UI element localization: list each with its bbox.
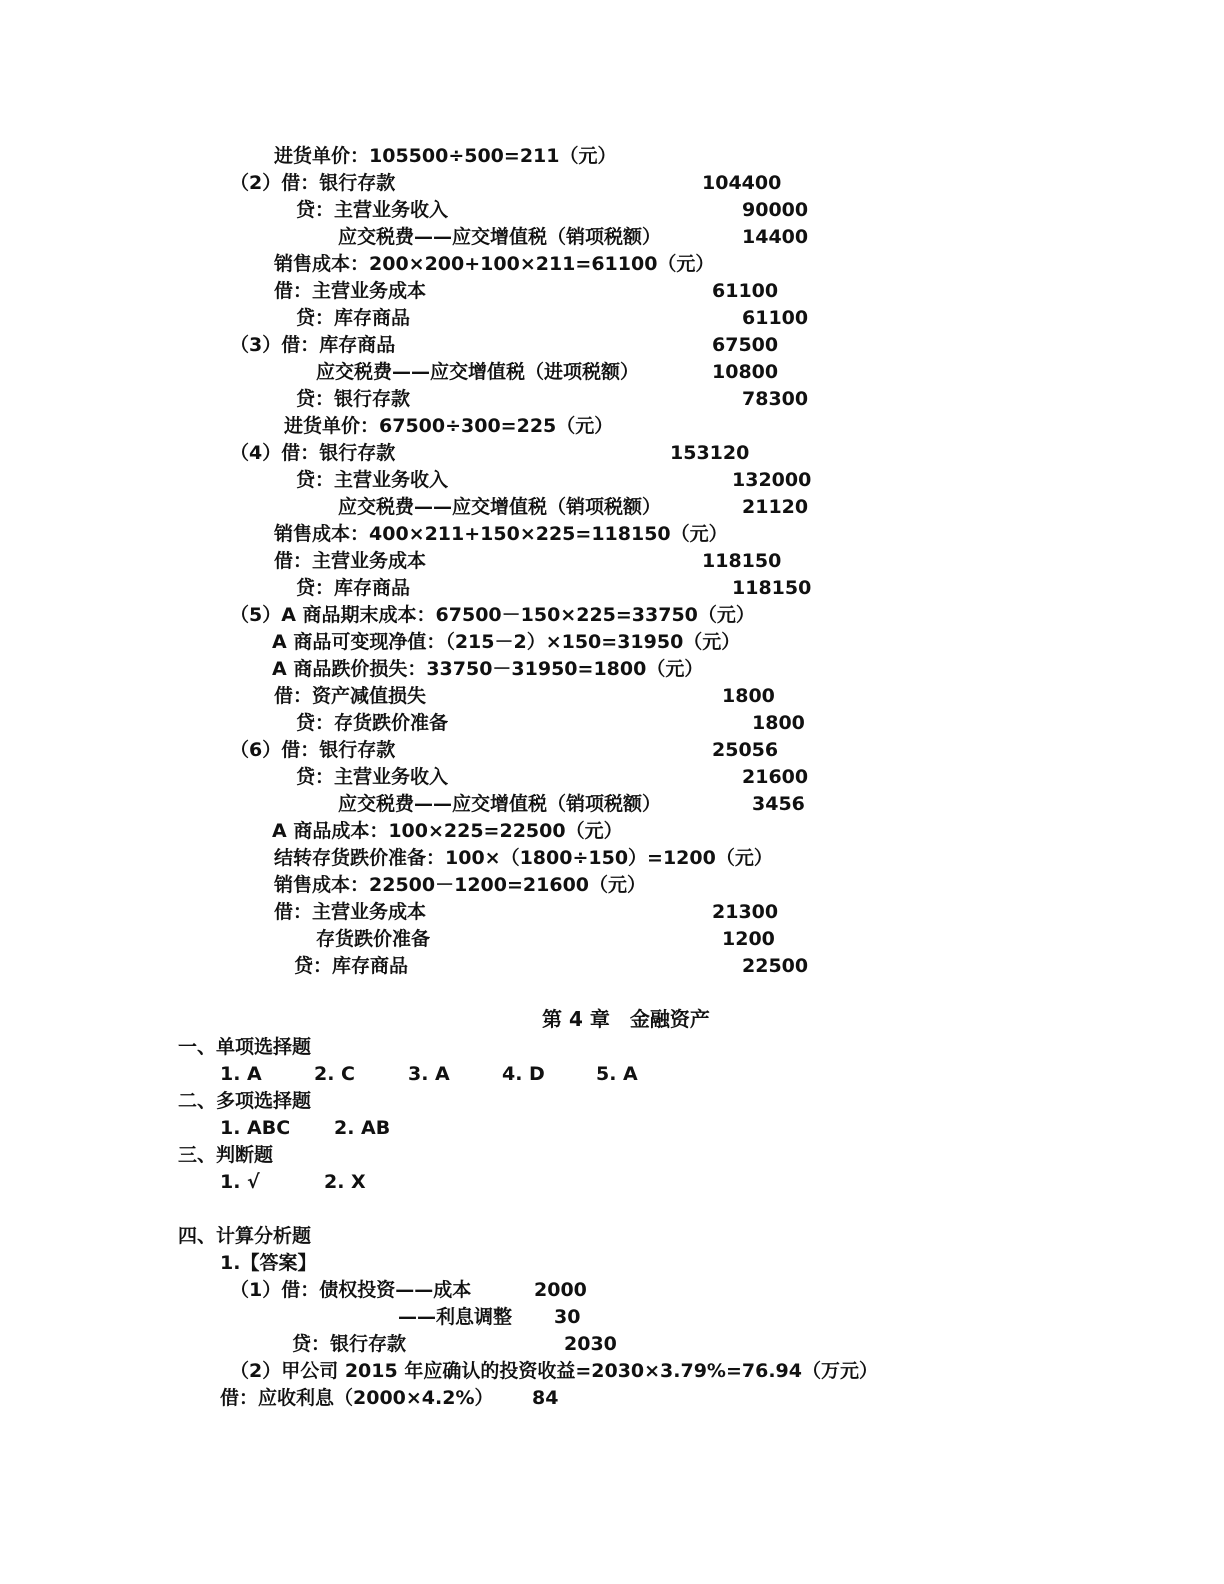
text-line: 销售成本：200×200+100×211=61100（元）	[274, 253, 715, 275]
text-line: 进货单价：67500÷300=225（元）	[284, 415, 614, 437]
debit-amount: 30	[554, 1306, 581, 1328]
debit-amount: 21300	[712, 901, 779, 923]
section-heading: 一、单项选择题	[178, 1036, 312, 1058]
debit-amount: 118150	[702, 550, 782, 572]
debit-account: 借：主营业务成本	[274, 901, 427, 923]
credit-amount: 90000	[742, 199, 809, 221]
debit-account: 应交税费——应交增值税（进项税额）	[316, 361, 640, 383]
credit-account: 应交税费——应交增值税（销项税额）	[338, 793, 662, 815]
credit-account: 贷：库存商品	[296, 307, 411, 329]
debit-amount: 10800	[712, 361, 779, 383]
debit-amount: 61100	[712, 280, 779, 302]
credit-account: 贷：主营业务收入	[296, 199, 449, 221]
answer-item: 2. C	[314, 1063, 355, 1085]
answer-item: 3. A	[408, 1063, 450, 1085]
credit-account: 贷：银行存款	[292, 1333, 407, 1355]
text-line: A 商品跌价损失：33750－31950=1800（元）	[272, 658, 704, 680]
text-line: 销售成本：22500－1200=21600（元）	[274, 874, 647, 896]
chapter-title: 第 4 章 金融资产	[542, 1007, 710, 1031]
debit-amount: 67500	[712, 334, 779, 356]
answer-number: 1.【答案】	[220, 1252, 317, 1274]
debit-account: 存货跌价准备	[316, 928, 431, 950]
debit-account: ——利息调整	[398, 1306, 513, 1328]
journal-entry-label: （3）借：库存商品	[230, 334, 396, 356]
credit-amount: 22500	[742, 955, 809, 977]
answer-item: 1. ABC	[220, 1117, 291, 1139]
answer-item: 2. AB	[334, 1117, 391, 1139]
debit-amount: 1200	[722, 928, 775, 950]
debit-account: 借：资产减值损失	[274, 685, 427, 707]
credit-amount: 132000	[732, 469, 812, 491]
credit-account: 贷：主营业务收入	[296, 766, 449, 788]
credit-amount: 21120	[742, 496, 809, 518]
credit-amount: 3456	[752, 793, 805, 815]
text-line: 结转存货跌价准备：100×（1800÷150）=1200（元）	[274, 847, 773, 869]
credit-amount: 21600	[742, 766, 809, 788]
debit-amount: 25056	[712, 739, 779, 761]
answer-item: 1. A	[220, 1063, 262, 1085]
debit-amount: 104400	[702, 172, 782, 194]
debit-amount: 84	[532, 1387, 559, 1409]
credit-amount: 2030	[564, 1333, 617, 1355]
credit-account: 贷：银行存款	[296, 388, 411, 410]
credit-account: 贷：库存商品	[294, 955, 409, 977]
debit-amount: 153120	[670, 442, 750, 464]
answer-item: 5. A	[596, 1063, 638, 1085]
credit-account: 贷：主营业务收入	[296, 469, 449, 491]
text-line: 进货单价：105500÷500=211（元）	[274, 145, 617, 167]
debit-amount: 1800	[722, 685, 775, 707]
credit-account: 贷：库存商品	[296, 577, 411, 599]
journal-entry-label: （2）借：银行存款	[230, 172, 396, 194]
text-line: A 商品可变现净值：（215－2）×150=31950（元）	[272, 631, 741, 653]
credit-amount: 78300	[742, 388, 809, 410]
answer-item: 1. √	[220, 1171, 260, 1193]
journal-entry-label: （1）借：债权投资——成本	[230, 1279, 472, 1301]
credit-amount: 61100	[742, 307, 809, 329]
text-line: 销售成本：400×211+150×225=118150（元）	[274, 523, 728, 545]
journal-entry-label: （6）借：银行存款	[230, 739, 396, 761]
debit-amount: 2000	[534, 1279, 587, 1301]
section-heading: 四、计算分析题	[178, 1225, 312, 1247]
journal-entry-label: （4）借：银行存款	[230, 442, 396, 464]
credit-account: 应交税费——应交增值税（销项税额）	[338, 226, 662, 248]
credit-account: 应交税费——应交增值税（销项税额）	[338, 496, 662, 518]
credit-account: 贷：存货跌价准备	[296, 712, 449, 734]
credit-amount: 1800	[752, 712, 805, 734]
debit-account: 借：主营业务成本	[274, 550, 427, 572]
debit-account: 借：主营业务成本	[274, 280, 427, 302]
text-line: （2）甲公司 2015 年应确认的投资收益=2030×3.79%=76.94（万元）	[230, 1360, 878, 1382]
section-heading: 三、判断题	[178, 1144, 274, 1166]
section-heading: 二、多项选择题	[178, 1090, 312, 1112]
credit-amount: 118150	[732, 577, 812, 599]
text-line: A 商品成本：100×225=22500（元）	[272, 820, 623, 842]
answer-item: 4. D	[502, 1063, 545, 1085]
credit-amount: 14400	[742, 226, 809, 248]
text-line: （5）A 商品期末成本：67500－150×225=33750（元）	[230, 604, 755, 626]
answer-item: 2. X	[324, 1171, 366, 1193]
debit-account: 借：应收利息（2000×4.2%）	[220, 1387, 494, 1409]
